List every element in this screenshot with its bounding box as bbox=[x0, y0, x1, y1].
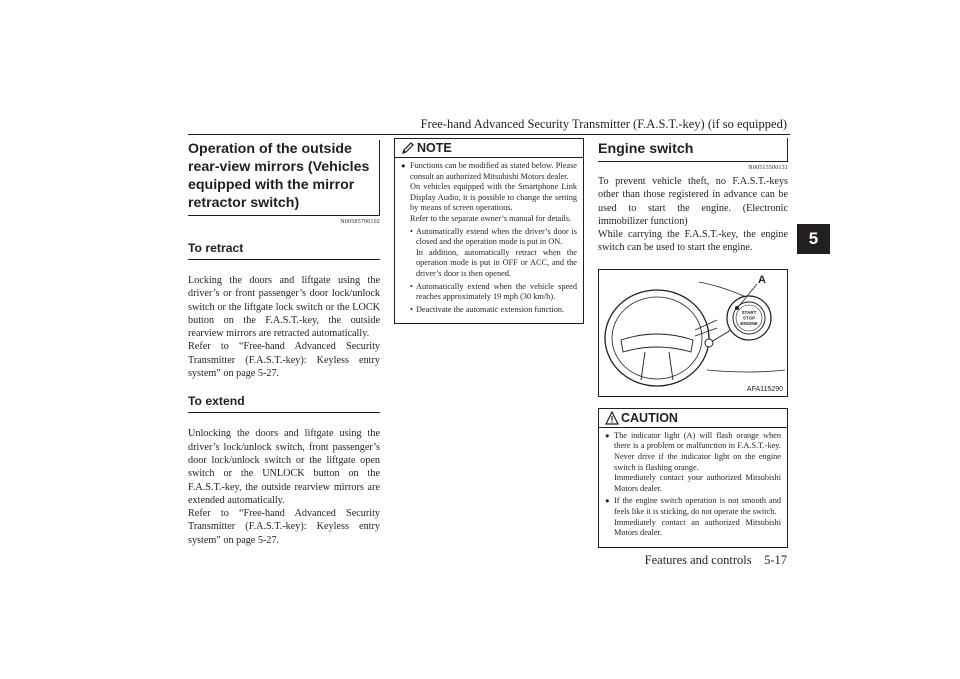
note-text: In addition, automatically retract when the operation mode is put in OFF or ACC, and the driver’s door is then opened. bbox=[416, 247, 577, 278]
note-text: • Automatically extend when the driver’s door is closed and the operation mode is put in ON. bbox=[416, 226, 577, 247]
engine-paragraph-2: While carrying the F.A.S.T.-key, the engine switch can be used to start the engine. bbox=[598, 229, 788, 254]
extend-paragraph-1: Unlocking the doors and liftgate using the driver’s lock/unlock switch, front passenger’s door lock/unlock switch or the liftgate open switch or the UNLOCK button on the F.A.S.T.-key, the outside rearview mirrors are extended automatically. bbox=[188, 428, 380, 506]
warning-triangle-icon bbox=[605, 411, 619, 425]
note-text: • Automatically extend when the vehicle speed reaches approximately 19 mph (30 km/h). bbox=[416, 281, 577, 302]
engine-switch-figure bbox=[598, 269, 788, 397]
note-pencil-icon bbox=[401, 141, 415, 155]
caution-header bbox=[599, 409, 787, 428]
switch-label: START bbox=[741, 309, 757, 315]
note-content bbox=[401, 161, 577, 315]
caution-text: ● The indicator light (A) will flash orange when there is a problem or malfunction in F.A.S.T.-key. Never drive if the indicator light on the engine switch is flashing orange. bbox=[614, 430, 781, 472]
page-footer bbox=[560, 553, 787, 568]
engine-switch-heading: Engine switch bbox=[598, 138, 788, 162]
caution-label: CAUTION bbox=[621, 410, 678, 425]
note-text: ● Functions can be modified as stated below. Please consult an authorized Mitsubishi Motors dealer. bbox=[410, 161, 577, 181]
footer-section: Features and controls bbox=[644, 553, 752, 567]
note-dot-item bbox=[410, 282, 577, 303]
caution-text: Immediately contact your authorized Mitsubishi Motors dealer. bbox=[614, 473, 781, 493]
page-header-title: Free-hand Advanced Security Transmitter (F.A.S.T.-key) (if so equipped) bbox=[420, 117, 787, 131]
retract-heading: To retract bbox=[188, 241, 380, 260]
note-dot-item bbox=[410, 227, 577, 280]
retract-paragraph-2: Refer to “Free-hand Advanced Security Transmitter (F.A.S.T.-key): Keyless entry system” on page 5-27. bbox=[188, 341, 380, 380]
extend-body bbox=[188, 427, 380, 547]
note-dot-item bbox=[410, 305, 577, 316]
engine-switch-section bbox=[598, 138, 788, 548]
note-column bbox=[394, 138, 584, 324]
mirror-section-code: N00585700102 bbox=[340, 219, 380, 225]
header-rule bbox=[188, 134, 790, 135]
extend-paragraph-2: Refer to “Free-hand Advanced Security Transmitter (F.A.S.T.-key): Keyless entry system” on page 5-27. bbox=[188, 508, 380, 546]
extend-heading: To extend bbox=[188, 394, 380, 413]
mirror-section-title: Operation of the outside rear-view mirrors (Vehicles equipped with the mirror retractor switch) bbox=[188, 140, 380, 216]
engine-paragraph-1: To prevent vehicle theft, no F.A.S.T.-keys other than those registered in advance can be used to start the engine. (Electronic immobilizer function) bbox=[598, 176, 788, 227]
caution-bullet bbox=[605, 431, 781, 495]
note-bullet bbox=[401, 161, 577, 315]
engine-switch-code: N00513500131 bbox=[748, 165, 788, 171]
engine-switch-body bbox=[598, 175, 788, 255]
switch-label: STOP bbox=[742, 315, 756, 321]
note-box bbox=[394, 138, 584, 324]
caution-box bbox=[598, 408, 788, 548]
chapter-tab: 5 bbox=[797, 224, 830, 254]
caution-text: Immediately contact an authorized Mitsubishi Motors dealer. bbox=[614, 517, 781, 538]
caution-bullet bbox=[605, 496, 781, 538]
note-header bbox=[395, 139, 583, 158]
caution-content bbox=[605, 431, 781, 539]
note-label: NOTE bbox=[417, 141, 452, 155]
figure-code: AFA115290 bbox=[746, 385, 783, 393]
retract-body bbox=[188, 274, 380, 380]
caution-text: ● If the engine switch operation is not smooth and feels like it is sticking, do not operate the switch. bbox=[614, 496, 781, 516]
steering-wheel-illustration bbox=[599, 270, 787, 396]
mirror-section bbox=[188, 140, 380, 547]
page-number: 5-17 bbox=[764, 553, 787, 567]
note-text: On vehicles equipped with the Smartphone Link Display Audio, it is possible to change the setting by means of screen operations. bbox=[410, 182, 577, 213]
switch-label: ENGINE bbox=[740, 320, 758, 326]
retract-paragraph-1: Locking the doors and liftgate using the driver’s or front passenger’s door lock/unlock switch or the liftgate lock switch or the LOCK button on the F.A.S.T.-key, the outside rearview mirrors are retracted automatically. bbox=[188, 275, 380, 340]
callout-a-label: A bbox=[758, 273, 766, 286]
note-text: • Deactivate the automatic extension function. bbox=[416, 304, 565, 314]
note-text: Refer to the separate owner’s manual for details. bbox=[410, 213, 572, 223]
